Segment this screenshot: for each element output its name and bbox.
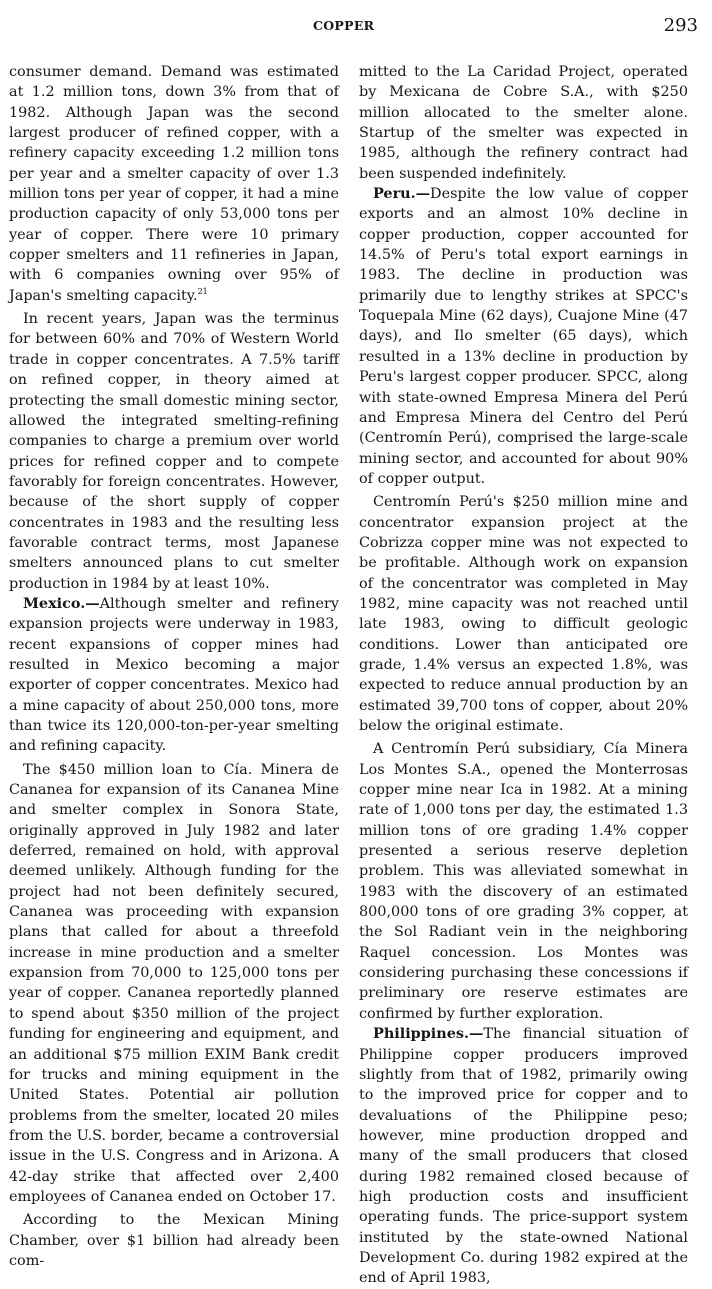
left-column (9, 62, 339, 1271)
paragraph-cobrizza: Centromín Perú's $250 million mine and concentrator expansion project at the Cobrizza copper mine was not expected to be profitable. Although work on expansion of the concentrator was completed in May 1982, mine capacity was not reached until late 1983, owing to difficult geologic conditions. Lower than anticipated ore grade, 1.4% versus an expected 1.8%, was expected to reduce annual production by an estimated 39,700 tons of copper, about 20% below the original estimate. (359, 494, 688, 734)
paragraph-la-caridad: mitted to the La Caridad Project, operated by Mexicana de Cobre S.A., with $250 million allocated to the smelter alone. Startup of the smelter was expected in 1985, although the refinery contract had been suspended indefinitely. (359, 64, 688, 182)
paragraph-japan-demand (9, 62, 339, 306)
paragraph-mexican-mining-chamber: According to the Mexican Mining Chamber, over $1 billion had already been com- (9, 1212, 339, 1269)
page-header (0, 15, 712, 42)
paragraph-cananea: The $450 million loan to Cía. Minera de Cananea for expansion of its Cananea Mine and smelter complex in Sonora State, originally approved in July 1982 and later deferred, remained on hold, with approval deemed unlikely. Although funding for the project had not been definitely secured, Cananea was proceeding with expansion plans that called for about a threefold increase in mine production and a smelter expansion from 70,000 to 125,000 tons per year of copper. Cananea reportedly planned to spend about $350 million of the project funding for engineering and equipment, and an additional $75 million EXIM Bank credit for trucks and mining equipment in the United States. Potential air pollution problems from the smelter, located 20 miles from the U.S. border, became a controversial issue in the U.S. Congress and in Arizona. A 42-day strike that affected over 2,400 employees of Cananea ended on October 17. (9, 761, 339, 1205)
paragraph-philippines (359, 1024, 688, 1288)
right-column (359, 62, 688, 1289)
paragraph-japan-trade: In recent years, Japan was the terminus for between 60% and 70% of Western World trade in copper concentrates. A 7.5% tariff on refined copper, in theory aimed at protecting the small domestic mining sector, allowed the integrated smelting-refining companies to charge a premium over world prices for refined copper and to compete favorably for foreign concentrates. However, because of the short supply of copper concentrates in 1983 and the resulting less favorable contract terms, most Japanese smelters announced plans to cut smelter production in 1984 by at least 10%. (9, 311, 339, 592)
section-lead-philippines: Philippines.— (373, 1025, 484, 1043)
paragraph-text: Despite the low value of copper exports and an almost 10% decline in copper production, copper accounted for 14.5% of Peru's total export earnings in 1983. The decline in production was primarily due to lengthy strikes at SPCC's Toquepala Mine (62 days), Cuajone Mine (47 days), and Ilo smelter (65 days), which resulted in a 13% decline in production by Peru's largest copper producer. SPCC, along with state-owned Empresa Minera del Perú and Empresa Minera del Centro del Perú (Centromín Perú), comprised the large-scale mining sector, and accounted for about 90% of copper output. (359, 186, 688, 487)
paragraph-text: consumer demand. Demand was estimated at 1.2 million tons, down 3% from that of 1982. Although Japan was the second largest producer of refined copper, with a refinery capacity exceeding 1.2 million tons per year and a smelter capacity of over 1.3 million tons per year of copper, it had a mine production capacity of only 53,000 tons per year of copper. There were 10 primary copper smelters and 11 refineries in Japan, with 6 companies owning over 95% of Japan's smelting capacity. (9, 64, 339, 304)
paragraph-peru (359, 184, 688, 489)
footnote-marker: 21 (197, 286, 208, 296)
page-number: 293 (663, 15, 698, 36)
paragraph-text: The financial situation of Philippine copper producers improved slightly from that of 1982, primarily owing to the improved price for copper and to devaluations of the Philippine peso; however, mine production dropped and many of the small producers that closed during 1982 remained closed because of high production costs and insufficient operating funds. The price-support system instituted by the state-owned National Development Co. during 1982 expired at the end of April 1983, (359, 1026, 688, 1287)
paragraph-text: Although smelter and refinery expansion projects were underway in 1983, recent expansions of copper mines had resulted in Mexico becoming a major exporter of copper concentrates. Mexico had a mine capacity of about 250,000 tons, more than twice its 120,000-ton-per-year smelting and refining capacity. (9, 595, 339, 755)
paragraph-monterrosas: A Centromín Perú subsidiary, Cía Minera Los Montes S.A., opened the Monterrosas copper mine near Ica in 1982. At a mining rate of 1,000 tons per day, the estimated 1.3 million tons of ore grading 1.4% copper presented a serious reserve depletion problem. This was alleviated somewhat in 1983 with the discovery of an estimated 800,000 tons of ore grading 3% copper, at the Sol Radiant vein in the neighboring Raquel concession. Los Montes was considering purchasing these concessions if preliminary ore reserve estimates are confirmed by further exploration. (359, 741, 688, 1022)
running-title: COPPER (313, 18, 375, 33)
section-lead-peru: Peru.— (373, 185, 431, 203)
section-lead-mexico: Mexico.— (23, 594, 100, 612)
paragraph-mexico (9, 594, 339, 757)
